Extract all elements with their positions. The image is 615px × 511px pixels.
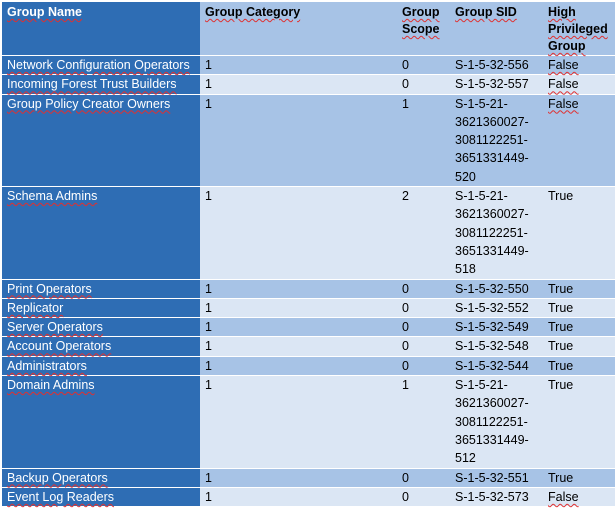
cell-group-scope [397,187,450,279]
cell-text: True [548,339,574,354]
cell-text: S-1-5-32-549 [455,320,529,335]
cell-group-name [2,318,200,337]
cell-text: Backup Operators [7,470,108,485]
cell-text: S-1-5-21- 3621360027- 3081122251- 3651331449- 518 [455,189,529,277]
cell-group-scope [397,279,450,298]
cell-text: 1 [205,300,212,315]
cell-text: False [548,77,579,92]
cell-group-scope [397,318,450,337]
cell-group-sid [450,298,543,317]
cell-group-name [2,487,200,506]
cell-high-privileged [543,318,615,337]
cell-group-sid [450,318,543,337]
cell-text: True [548,281,574,296]
cell-group-name [2,279,200,298]
cell-group-category [200,468,397,487]
cell-text: Administrators [7,358,87,373]
cell-text: 1 [205,489,212,504]
cell-text: S-1-5-32-556 [455,58,529,72]
table-row [2,187,615,279]
cell-text: 2 [402,189,409,204]
cell-group-name [2,337,200,356]
table-row [2,318,615,337]
cell-high-privileged [543,94,615,186]
cell-text: S-1-5-21- 3621360027- 3081122251- 3651331449- 512 [455,378,529,466]
cell-text: Network Configuration Operators [7,58,190,72]
cell-group-name [2,468,200,487]
cell-group-sid [450,376,543,468]
document-top-edge [0,0,615,2]
cell-text: S-1-5-32-544 [455,358,529,373]
cell-group-sid [450,337,543,356]
cell-high-privileged [543,376,615,468]
cell-group-category [200,279,397,298]
cell-text: 1 [402,378,409,393]
cell-text: Event Log Readers [7,489,115,504]
cell-group-name [2,56,200,75]
cell-text: 0 [402,489,409,504]
cell-group-sid [450,187,543,279]
cell-group-name [2,356,200,375]
cell-text: 1 [205,320,212,335]
cell-text: Incoming Forest Trust Builders [7,77,177,92]
cell-group-category [200,356,397,375]
cell-text: False [548,58,579,72]
cell-group-scope [397,356,450,375]
cell-high-privileged [543,56,615,75]
cell-group-category [200,318,397,337]
cell-text: S-1-5-32-573 [455,489,529,504]
table-row [2,56,615,75]
cell-text: 1 [205,58,212,72]
cell-high-privileged [543,356,615,375]
cell-text: Group Policy Creator Owners [7,96,171,111]
table-body [2,56,615,507]
table-row [2,337,615,356]
header-group-sid [450,0,543,56]
cell-group-sid [450,487,543,506]
cell-group-scope [397,94,450,186]
cell-text: 0 [402,320,409,335]
cell-text: 1 [205,339,212,354]
cell-high-privileged [543,487,615,506]
header-label: Group Name [7,5,83,19]
cell-group-scope [397,337,450,356]
cell-text: 1 [205,189,212,204]
cell-text: 0 [402,77,409,92]
cell-text: True [548,300,574,315]
cell-text: True [548,189,574,204]
cell-text: 0 [402,281,409,296]
cell-group-category [200,487,397,506]
cell-high-privileged [543,75,615,94]
cell-text: S-1-5-32-550 [455,281,529,296]
header-label: High Privileged Group [548,5,608,53]
cell-group-name [2,187,200,279]
cell-group-sid [450,279,543,298]
cell-text: 1 [402,96,409,111]
cell-group-category [200,75,397,94]
cell-group-scope [397,468,450,487]
cell-group-category [200,376,397,468]
cell-group-scope [397,376,450,468]
header-group-name [2,0,200,56]
cell-text: True [548,358,574,373]
cell-text: 0 [402,300,409,315]
table-row [2,279,615,298]
cell-group-name [2,298,200,317]
cell-text: S-1-5-32-552 [455,300,529,315]
cell-text: Schema Admins [7,189,98,204]
cell-group-category [200,298,397,317]
cell-high-privileged [543,337,615,356]
cell-group-scope [397,56,450,75]
cell-text: 1 [205,96,212,111]
cell-group-category [200,56,397,75]
cell-text: True [548,320,574,335]
header-label: Group Scope [402,5,440,36]
cell-high-privileged [543,187,615,279]
cell-group-name [2,75,200,94]
cell-text: Print Operators [7,281,92,296]
header-high-privileged [543,0,615,56]
table-row [2,75,615,94]
header-label: Group SID [455,5,517,19]
cell-text: 1 [205,470,212,485]
cell-group-name [2,94,200,186]
table-row [2,298,615,317]
table-header-row [2,0,615,56]
table-row [2,356,615,375]
cell-text: 0 [402,470,409,485]
cell-high-privileged [543,468,615,487]
cell-group-category [200,187,397,279]
cell-text: 1 [205,378,212,393]
cell-group-sid [450,56,543,75]
cell-group-sid [450,468,543,487]
cell-text: S-1-5-32-557 [455,77,529,92]
cell-group-scope [397,75,450,94]
cell-group-scope [397,298,450,317]
cell-text: 0 [402,339,409,354]
cell-high-privileged [543,279,615,298]
cell-text: Replicator [7,300,64,315]
cell-text: False [548,489,579,504]
cell-group-sid [450,94,543,186]
table-row [2,376,615,468]
groups-table [2,0,615,507]
cell-text: S-1-5-32-551 [455,470,529,485]
cell-text: Account Operators [7,339,112,354]
cell-text: S-1-5-32-548 [455,339,529,354]
cell-group-sid [450,75,543,94]
cell-text: 0 [402,358,409,373]
cell-text: 0 [402,58,409,72]
cell-group-category [200,337,397,356]
cell-text: Server Operators [7,320,103,335]
cell-text: True [548,470,574,485]
cell-high-privileged [543,298,615,317]
cell-text: Domain Admins [7,378,95,393]
header-group-scope [397,0,450,56]
table-row [2,468,615,487]
cell-text: True [548,378,574,393]
cell-group-name [2,376,200,468]
table-row [2,487,615,506]
cell-group-scope [397,487,450,506]
cell-text: 1 [205,358,212,373]
header-label: Group Category [205,5,301,19]
header-group-category [200,0,397,56]
cell-text: 1 [205,77,212,92]
table-row [2,94,615,186]
cell-group-category [200,94,397,186]
cell-text: S-1-5-21- 3621360027- 3081122251- 3651331449- 520 [455,96,529,184]
cell-group-sid [450,356,543,375]
cell-text: False [548,96,579,111]
cell-text: 1 [205,281,212,296]
